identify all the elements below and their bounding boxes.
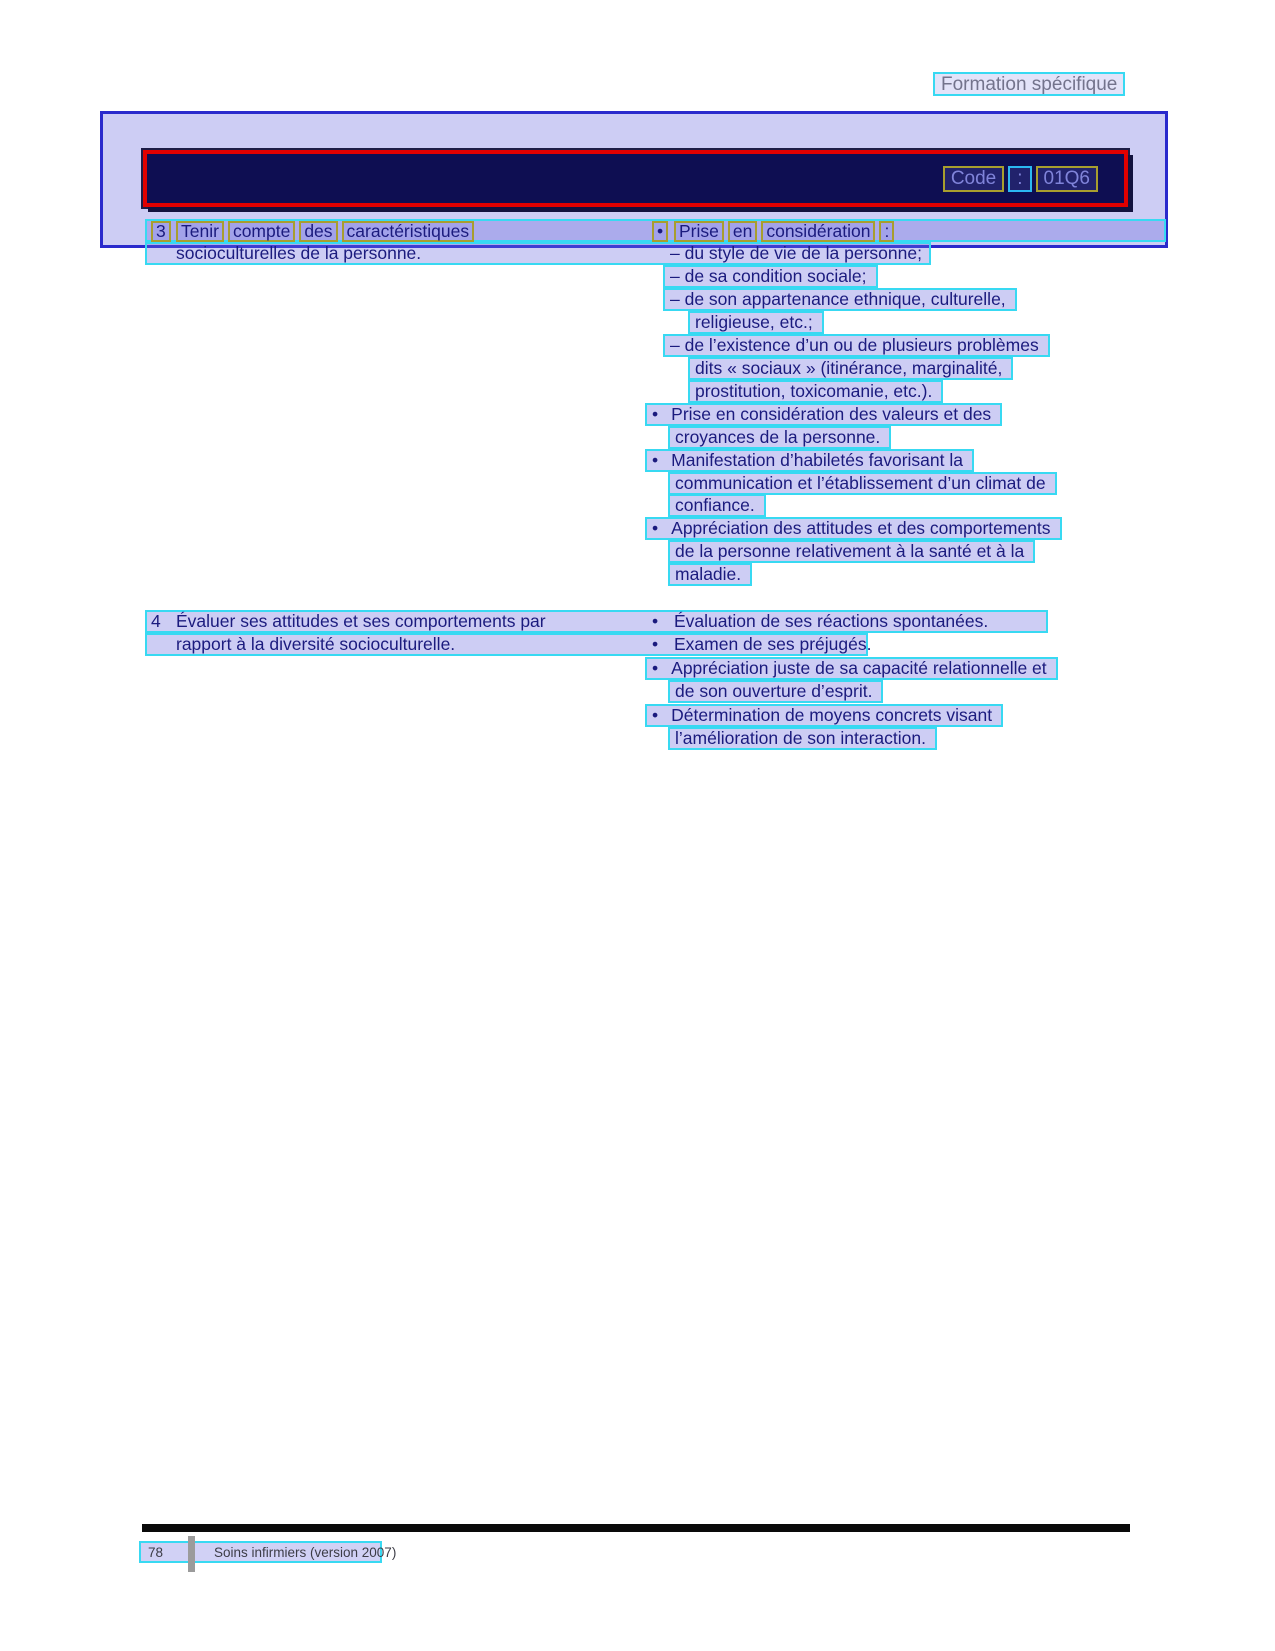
text-line: dits « sociaux » (itinérance, marginalité, (688, 357, 1013, 380)
ocr-word-box: : (879, 221, 894, 242)
line-segment (674, 221, 898, 242)
text-line (645, 657, 1058, 680)
page-number: 78 (148, 1545, 164, 1560)
text-line (645, 517, 1062, 540)
footer-line (139, 1541, 397, 1563)
line-segment: Évaluer ses attitudes et ses comportements par (176, 611, 546, 631)
ocr-word-box: Prise (674, 221, 724, 242)
code-value: 01Q6 (1036, 166, 1098, 192)
text-line (645, 403, 1002, 426)
text-line: prostitution, toxicomanie, etc.). (688, 380, 943, 403)
bullet-marker: • (652, 658, 659, 678)
text-line (145, 219, 1166, 242)
line-segment: rapport à la diversité socioculturelle. (176, 634, 456, 654)
text-line: – de l’existence d’un ou de plusieurs problèmes (663, 334, 1050, 357)
section-label: Formation spécifique (933, 72, 1125, 96)
line-segment: Détermination de moyens concrets visant (671, 705, 993, 725)
ocr-word-box: en (728, 221, 757, 242)
line-segment: Examen de ses préjugés. (674, 634, 872, 654)
text-line: communication et l’établissement d’un climat de (668, 472, 1057, 495)
text-line: de la personne relativement à la santé et à la (668, 540, 1035, 563)
text-line (145, 242, 931, 265)
line-segment: 4 (151, 611, 161, 631)
text-line: religieuse, etc.; (688, 311, 824, 334)
ocr-word-box: caractéristiques (342, 221, 475, 242)
line-segment (652, 221, 672, 242)
text-line (645, 449, 974, 472)
ocr-word-box: • (652, 221, 668, 242)
text-line (145, 633, 872, 656)
bullet-marker: • (652, 518, 659, 538)
text-line: – de son appartenance ethnique, culturelle, (663, 288, 1017, 311)
footer-document-title: Soins infirmiers (version 2007) (214, 1545, 397, 1560)
line-segment: – du style de vie de la personne; (670, 243, 922, 263)
footer-divider-bar (188, 1536, 195, 1572)
line-segment (176, 221, 478, 242)
line-segment (151, 221, 175, 242)
footer-rule (142, 1524, 1130, 1532)
text-line: – de sa condition sociale; (663, 265, 878, 288)
text-line: croyances de la personne. (668, 426, 891, 449)
line-segment: Appréciation des attitudes et des comportements (671, 518, 1051, 538)
bullet-marker: • (652, 705, 659, 725)
bullet-marker: • (652, 450, 659, 470)
code-colon: : (1008, 166, 1031, 192)
line-segment: Prise en considération des valeurs et des (671, 404, 992, 424)
bullet-marker: • (652, 404, 659, 424)
text-line (145, 610, 1048, 633)
text-line: maladie. (668, 563, 752, 586)
ocr-word-box: 3 (151, 221, 171, 242)
code-label: Code (943, 166, 1004, 192)
line-segment: • (652, 611, 659, 631)
text-line (645, 704, 1003, 727)
ocr-word-box: compte (228, 221, 295, 242)
line-segment: • (652, 634, 659, 654)
line-segment: Appréciation juste de sa capacité relationnelle et (671, 658, 1047, 678)
text-line: l’amélioration de son interaction. (668, 727, 937, 750)
line-segment: socioculturelles de la personne. (176, 243, 422, 263)
text-line: de son ouverture d’esprit. (668, 680, 883, 703)
line-segment: Évaluation de ses réactions spontanées. (674, 611, 989, 631)
title-bar (143, 150, 1128, 207)
ocr-word-box: considération (761, 221, 875, 242)
text-line: confiance. (668, 494, 766, 517)
line-segment: Manifestation d’habiletés favorisant la (671, 450, 963, 470)
ocr-word-box: Tenir (176, 221, 224, 242)
ocr-word-box: des (299, 221, 337, 242)
